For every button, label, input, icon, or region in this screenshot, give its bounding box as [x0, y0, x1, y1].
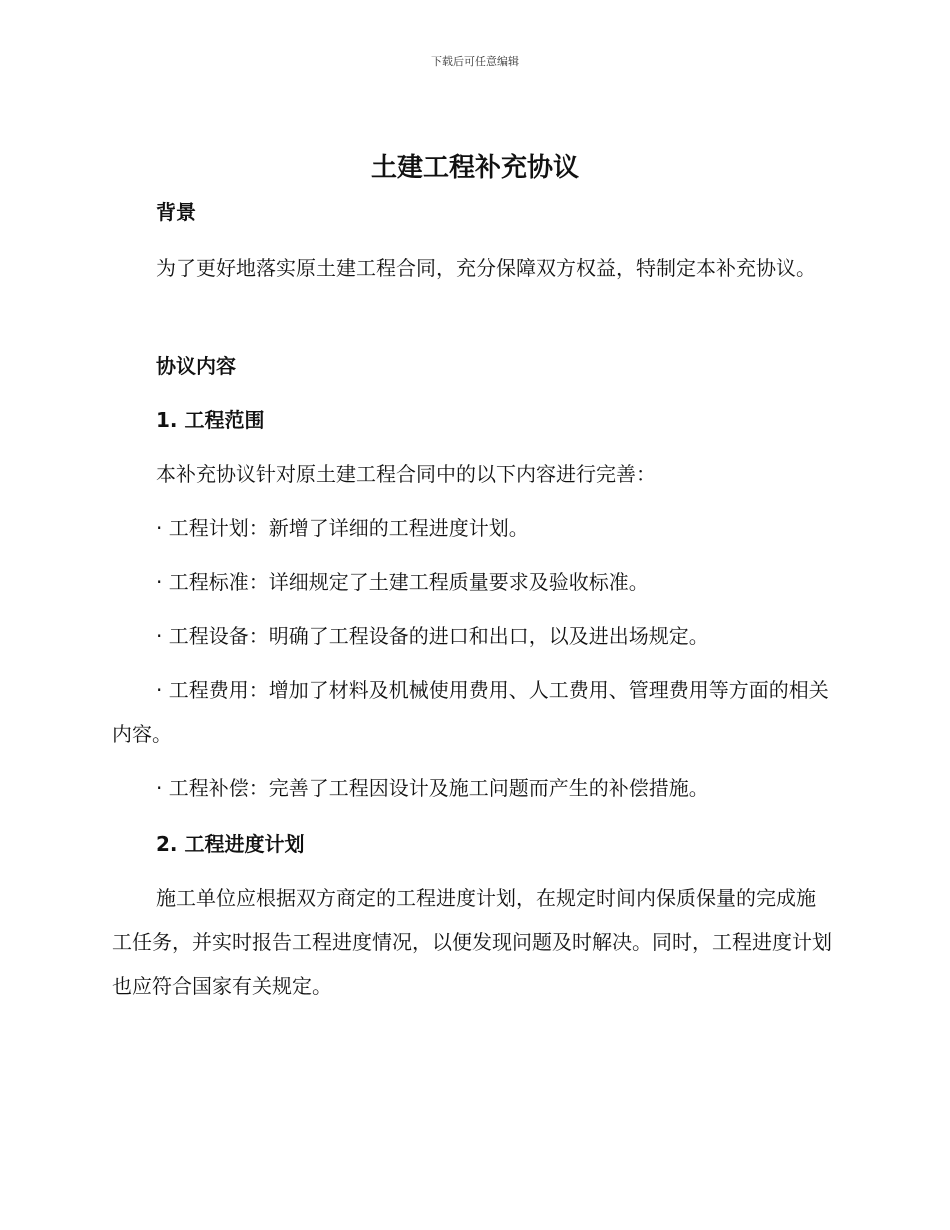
scope-item-plan: · 工程计划：新增了详细的工程进度计划。: [156, 516, 529, 540]
header-note: 下载后可任意编辑: [431, 55, 519, 68]
background-heading: 背景: [156, 200, 196, 224]
scope-item-compensation: · 工程补偿：完善了工程因设计及施工问题而产生的补偿措施。: [156, 776, 709, 800]
schedule-heading: 2. 工程进度计划: [156, 832, 305, 856]
document-title: 土建工程补充协议: [370, 153, 579, 183]
content-heading: 协议内容: [156, 354, 236, 378]
background-paragraph: 为了更好地落实原土建工程合同，充分保障双方权益，特制定本补充协议。: [156, 256, 816, 280]
scope-item-equipment: · 工程设备：明确了工程设备的进口和出口，以及进出场规定。: [156, 624, 709, 648]
scope-heading: 1. 工程范围: [156, 408, 265, 432]
schedule-paragraph: 施工单位应根据双方商定的工程进度计划，在规定时间内保质保量的完成施工任务，并实时报告工程进度情况，以便发现问题及时解决。同时，工程进度计划也应符合国家有关规定。: [112, 886, 832, 998]
scope-item-standard: · 工程标准：详细规定了土建工程质量要求及验收标准。: [156, 570, 649, 594]
scope-item-cost: · 工程费用：增加了材料及机械使用费用、人工费用、管理费用等方面的相关内容。: [112, 678, 829, 746]
scope-intro: 本补充协议针对原土建工程合同中的以下内容进行完善：: [156, 462, 656, 486]
